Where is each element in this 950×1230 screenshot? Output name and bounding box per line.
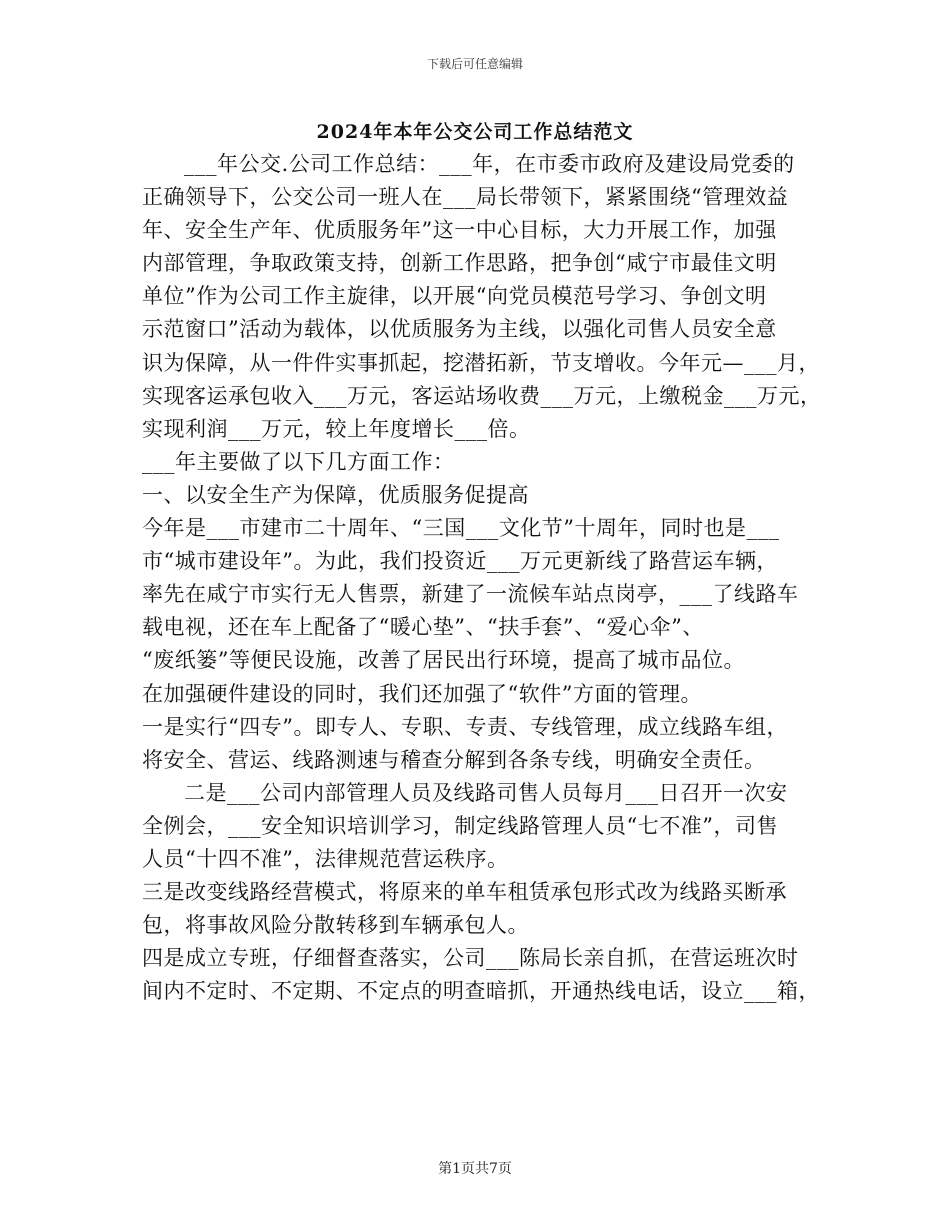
body-line: 人员“十四不准”，法律规范营运秩序。 xyxy=(142,846,509,871)
body-line: 市“城市建设年”。为此，我们投资近___万元更新线了路营运车辆， xyxy=(142,549,778,574)
body-line: 间内不定时、不定期、不定点的明查暗抓，开通热线电话，设立___箱， xyxy=(142,979,820,1004)
body-line: 正确领导下，公交公司一班人在___局长带领下，紧紧围绕“管理效益 xyxy=(142,185,789,210)
body-line: 三是改变线路经营模式，将原来的单车租赁承包形式改为线路买断承 xyxy=(142,880,787,905)
body-line: 内部管理，争取政策支持，创新工作思路，把争创“咸宁市最佳文明 xyxy=(142,251,777,276)
body-line: 年、安全生产年、优质服务年”这一中心目标，大力开展工作，加强 xyxy=(142,218,777,243)
body-line: “废纸篓”等便民设施，改善了居民出行环境，提高了城市品位。 xyxy=(142,648,745,673)
body-line: 示范窗口”活动为载体，以优质服务为主线，以强化司售人员安全意 xyxy=(142,317,777,342)
body-line: 识为保障，从一件件实事抓起，挖潜拓新，节支增收。今年元—___月， xyxy=(142,350,820,375)
body-line: 包，将事故风险分散转移到车辆承包人。 xyxy=(142,913,529,938)
body-line: 将安全、营运、线路测速与稽查分解到各条专线，明确安全责任。 xyxy=(142,747,766,772)
body-line: 二是___公司内部管理人员及线路司售人员每月___日召开一次安 xyxy=(184,780,788,805)
body-line: 实现利润___万元，较上年度增长___倍。 xyxy=(142,416,531,441)
body-line: 率先在咸宁市实行无人售票，新建了一流候车站点岗亭，___了线路车 xyxy=(142,582,799,607)
document-title: 2024年本年公交公司工作总结范文 xyxy=(316,121,634,143)
body-line: 全例会，___安全知识培训学习，制定线路管理人员“七不准”，司售 xyxy=(142,813,778,838)
section-heading: 一、以安全生产为保障，优质服务促提高 xyxy=(142,482,529,507)
body-line: 今年是___市建市二十周年、“三国___文化节”十周年，同时也是___ xyxy=(142,516,780,541)
body-line: 实现客运承包收入___万元，客运站场收费___万元，上缴税金___万元， xyxy=(142,383,822,408)
document-body xyxy=(142,148,822,1008)
body-line: ___年主要做了以下几方面工作： xyxy=(142,449,455,474)
page-number: 第1页共7页 xyxy=(438,1161,512,1177)
body-line: 在加强硬件建设的同时，我们还加强了“软件”方面的管理。 xyxy=(142,681,702,706)
body-line: ___年公交.公司工作总结：___年，在市委市政府及建设局党委的 xyxy=(184,152,795,176)
body-line: 四是成立专班，仔细督查落实，公司___陈局长亲自抓，在营运班次时 xyxy=(142,946,799,971)
body-line: 一是实行“四专”。即专人、专职、专责、专线管理，成立线路车组， xyxy=(142,714,788,739)
body-line: 载电视，还在车上配备了“暖心垫”、“扶手套”、“爱心伞”、 xyxy=(142,615,704,640)
body-line: 单位”作为公司工作主旋律，以开展“向党员模范号学习、争创文明 xyxy=(142,284,767,309)
header-note: 下载后可任意编辑 xyxy=(426,57,523,71)
